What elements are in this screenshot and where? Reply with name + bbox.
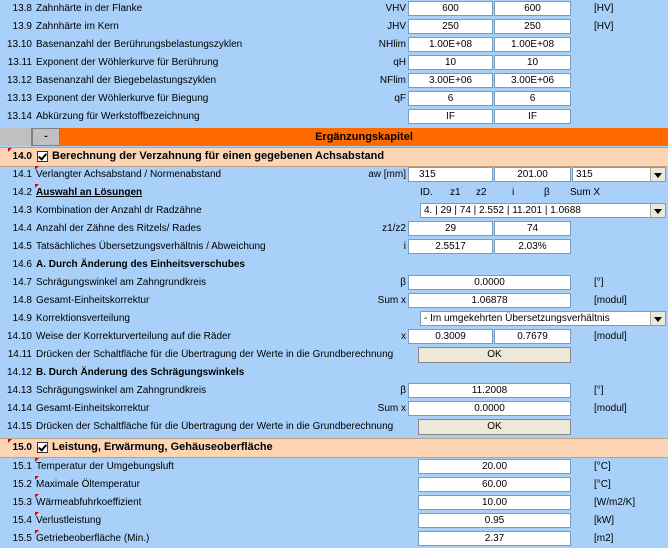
row-label: Weise der Korrekturverteilung auf die Räder	[36, 331, 231, 342]
section-title: Berechnung der Verzahnung für einen gegebenen Achsabstand	[52, 150, 385, 162]
section-title: Ergänzungskapitel	[60, 128, 668, 146]
combo-value: - Im umgekehrten Übersetzungsverhältnis	[424, 313, 610, 324]
row-symbol: VHV	[385, 3, 406, 14]
row-14-6	[0, 256, 668, 274]
pinion-correction-value: 0.3009	[408, 329, 493, 344]
row-14-10	[0, 328, 668, 346]
row-number: 14.14	[6, 403, 32, 414]
total-correction-value: 1.06878	[408, 293, 571, 308]
value-gear[interactable]: 600	[494, 1, 571, 16]
row-label: B. Durch Änderung des Schrägungswinkels	[36, 367, 245, 378]
row-number: 14.1	[12, 169, 32, 180]
row-label: Tatsächliches Übersetzungsverhältnis / Abweichung	[36, 241, 266, 252]
row-number: 14.10	[6, 331, 32, 342]
row-unit: [°]	[594, 277, 604, 288]
row-number: 13.14	[6, 111, 32, 122]
helix-angle-value: 11.2008	[408, 383, 571, 398]
gear-correction-value: 0.7679	[494, 329, 571, 344]
row-label: Anzahl der Zähne des Ritzels/ Rades	[36, 223, 202, 234]
heat-coefficient-input[interactable]: 10.00	[418, 495, 571, 510]
row-14-12	[0, 364, 668, 382]
row-14-14	[0, 400, 668, 418]
correction-distribution-select[interactable]	[420, 311, 666, 326]
row-unit: [°C]	[594, 479, 611, 490]
row-label: Verlustleistung	[36, 515, 102, 526]
row-label: Verlangter Achsabstand / Normenabstand	[36, 169, 222, 180]
row-14-11	[0, 346, 668, 364]
total-correction-value: 0.0000	[408, 401, 571, 416]
row-number: 13.10	[6, 39, 32, 50]
row-number: 14.4	[12, 223, 32, 234]
value-pinion[interactable]: 1.00E+08	[408, 37, 493, 52]
row-number: 15.2	[12, 479, 32, 490]
row-14-8	[0, 292, 668, 310]
row-label: Basenanzahl der Berührungsbelastungszyklen	[36, 39, 243, 50]
row-symbol: Sum x	[377, 403, 406, 414]
row-number: 13.8	[12, 3, 32, 14]
row-unit: [W/m2/K]	[594, 497, 636, 508]
row-number: 13.13	[6, 93, 32, 104]
row-label: Temperatur der Umgebungsluft	[36, 461, 174, 472]
row-15-2	[0, 476, 668, 494]
row-number: 14.7	[12, 277, 32, 288]
ratio-value: 2.5517	[408, 239, 493, 254]
row-symbol: Sum x	[377, 295, 406, 306]
section-number: 14.0	[12, 151, 32, 162]
row-number: 13.9	[12, 21, 32, 32]
row-15-3	[0, 494, 668, 512]
pinion-teeth-value: 29	[408, 221, 493, 236]
row-unit: [modul]	[594, 331, 627, 342]
value-gear[interactable]: 6	[494, 91, 571, 106]
row-14-1	[0, 166, 668, 184]
row-label: Exponent der Wöhlerkurve für Berührung	[36, 57, 219, 68]
row-13-12	[0, 72, 668, 90]
row-number: 15.3	[12, 497, 32, 508]
row-label: Drücken der Schaltfläche für die Übertragung der Werte in die Grundberechnung	[36, 349, 394, 360]
row-number: 14.5	[12, 241, 32, 252]
row-symbol: qF	[394, 93, 406, 104]
row-number: 14.13	[6, 385, 32, 396]
value-pinion[interactable]: 6	[408, 91, 493, 106]
row-15-5	[0, 530, 668, 548]
normal-distance-value: 201.00	[494, 167, 571, 182]
header-z2: z2	[476, 187, 487, 198]
section-15-header	[0, 438, 668, 458]
combo-value: 315	[576, 169, 593, 180]
row-label: Maximale Öltemperatur	[36, 479, 140, 490]
tooth-combination-select[interactable]	[420, 203, 666, 218]
row-symbol: JHV	[387, 21, 406, 32]
row-15-4	[0, 512, 668, 530]
header-z1: z1	[450, 187, 461, 198]
row-number: 14.12	[6, 367, 32, 378]
row-number: 14.3	[12, 205, 32, 216]
section-15-checkbox[interactable]	[37, 442, 48, 453]
row-14-4	[0, 220, 668, 238]
row-13-11	[0, 54, 668, 72]
value-gear[interactable]: 10	[494, 55, 571, 70]
row-number: 15.1	[12, 461, 32, 472]
row-label: Basenanzahl der Biegebelastungszyklen	[36, 75, 217, 86]
row-symbol: x	[401, 331, 406, 342]
row-symbol: qH	[393, 57, 406, 68]
transfer-ok-button[interactable]: OK	[418, 419, 571, 435]
combo-value: 4. | 29 | 74 | 2.552 | 11.201 | 1.0688	[424, 205, 581, 216]
row-label: Abkürzung für Werkstoffbezeichnung	[36, 111, 200, 122]
chevron-down-icon[interactable]	[650, 168, 665, 181]
section-14-header	[0, 147, 668, 167]
helix-angle-value: 0.0000	[408, 275, 571, 290]
transfer-ok-button[interactable]: OK	[418, 347, 571, 363]
row-13-14	[0, 108, 668, 126]
row-14-7	[0, 274, 668, 292]
value-pinion[interactable]: 600	[408, 1, 493, 16]
row-label: Gesamt-Einheitskorrektur	[36, 295, 150, 306]
value-pinion[interactable]: 250	[408, 19, 493, 34]
collapse-button[interactable]: -	[32, 128, 60, 146]
row-14-2	[0, 184, 668, 202]
row-number: 14.2	[12, 187, 32, 198]
value-gear[interactable]: 250	[494, 19, 571, 34]
row-unit: [°C]	[594, 461, 611, 472]
row-label: Kombination der Anzahl dr Radzähne	[36, 205, 202, 216]
row-14-3	[0, 202, 668, 220]
standard-distance-select[interactable]	[572, 167, 666, 182]
row-label: Schrägungswinkel am Zahngrundkreis	[36, 277, 207, 288]
gear-teeth-value: 74	[494, 221, 571, 236]
row-label: Exponent der Wöhlerkurve für Biegung	[36, 93, 209, 104]
value-gear[interactable]: 3.00E+06	[494, 73, 571, 88]
row-label: A. Durch Änderung des Einheitsverschubes	[36, 259, 245, 270]
value-gear[interactable]: IF	[494, 109, 571, 124]
row-unit: [HV]	[594, 3, 614, 14]
row-label: Auswahl an Lösungen	[36, 187, 143, 198]
row-label: Gesamt-Einheitskorrektur	[36, 403, 150, 414]
row-label: Drücken der Schaltfläche für die Übertragung der Werte in die Grundberechnung	[36, 421, 394, 432]
row-label: Getriebeoberfläche (Min.)	[36, 533, 150, 544]
row-unit: [modul]	[594, 295, 627, 306]
header-i: i	[512, 187, 515, 198]
row-unit: [°]	[594, 385, 604, 396]
row-label: Korrektionsverteilung	[36, 313, 130, 324]
row-14-9	[0, 310, 668, 328]
ambient-temp-input[interactable]: 20.00	[418, 459, 571, 474]
row-14-5	[0, 238, 668, 256]
row-13-13	[0, 90, 668, 108]
deviation-value: 2.03%	[494, 239, 571, 254]
row-15-1	[0, 458, 668, 476]
section-title: Leistung, Erwärmung, Gehäuseoberfläche	[52, 441, 273, 453]
row-number: 14.9	[12, 313, 32, 324]
row-label: Schrägungswinkel am Zahngrundkreis	[36, 385, 207, 396]
row-unit: [kW]	[594, 515, 614, 526]
value-gear[interactable]: 1.00E+08	[494, 37, 571, 52]
row-unit: [modul]	[594, 403, 627, 414]
row-13-10	[0, 36, 668, 54]
header-id: ID.	[420, 187, 433, 198]
row-13-8	[0, 0, 668, 18]
row-symbol: β	[400, 385, 406, 396]
row-number: 14.11	[7, 349, 32, 360]
row-13-9	[0, 18, 668, 36]
row-symbol: β	[400, 277, 406, 288]
power-loss-value: 0.95	[418, 513, 571, 528]
bar-spacer	[0, 128, 32, 146]
row-symbol: NHlim	[378, 39, 406, 50]
row-symbol: i	[403, 241, 406, 252]
chevron-down-icon[interactable]	[650, 204, 665, 217]
row-symbol: aw [mm]	[368, 169, 406, 180]
housing-surface-value: 2.37	[418, 531, 571, 546]
max-oil-temp-input[interactable]: 60.00	[418, 477, 571, 492]
row-number: 15.4	[12, 515, 32, 526]
center-distance-input[interactable]: 315	[408, 167, 493, 182]
supplementary-chapter-bar	[0, 128, 668, 146]
row-number: 14.6	[12, 259, 32, 270]
row-number: 13.12	[6, 75, 32, 86]
row-symbol: z1/z2	[382, 223, 406, 234]
row-number: 13.11	[7, 57, 32, 68]
header-sum-x: Sum X	[570, 187, 601, 198]
solutions-header	[420, 184, 668, 202]
row-label: Zahnhärte im Kern	[36, 21, 119, 32]
header-beta: β	[544, 187, 550, 198]
row-number: 15.5	[12, 533, 32, 544]
value-pinion[interactable]: 10	[408, 55, 493, 70]
row-number: 14.15	[6, 421, 32, 432]
section-14-checkbox[interactable]	[37, 151, 48, 162]
value-pinion[interactable]: IF	[408, 109, 493, 124]
row-label: Wärmeabfuhrkoeffizient	[36, 497, 142, 508]
row-unit: [m2]	[594, 533, 614, 544]
row-label: Zahnhärte in der Flanke	[36, 3, 143, 14]
row-number: 14.8	[12, 295, 32, 306]
row-14-15	[0, 418, 668, 436]
row-symbol: NFlim	[379, 75, 406, 86]
row-unit: [HV]	[594, 21, 614, 32]
section-number: 15.0	[12, 442, 32, 453]
chevron-down-icon[interactable]	[650, 312, 665, 325]
value-pinion[interactable]: 3.00E+06	[408, 73, 493, 88]
row-14-13	[0, 382, 668, 400]
